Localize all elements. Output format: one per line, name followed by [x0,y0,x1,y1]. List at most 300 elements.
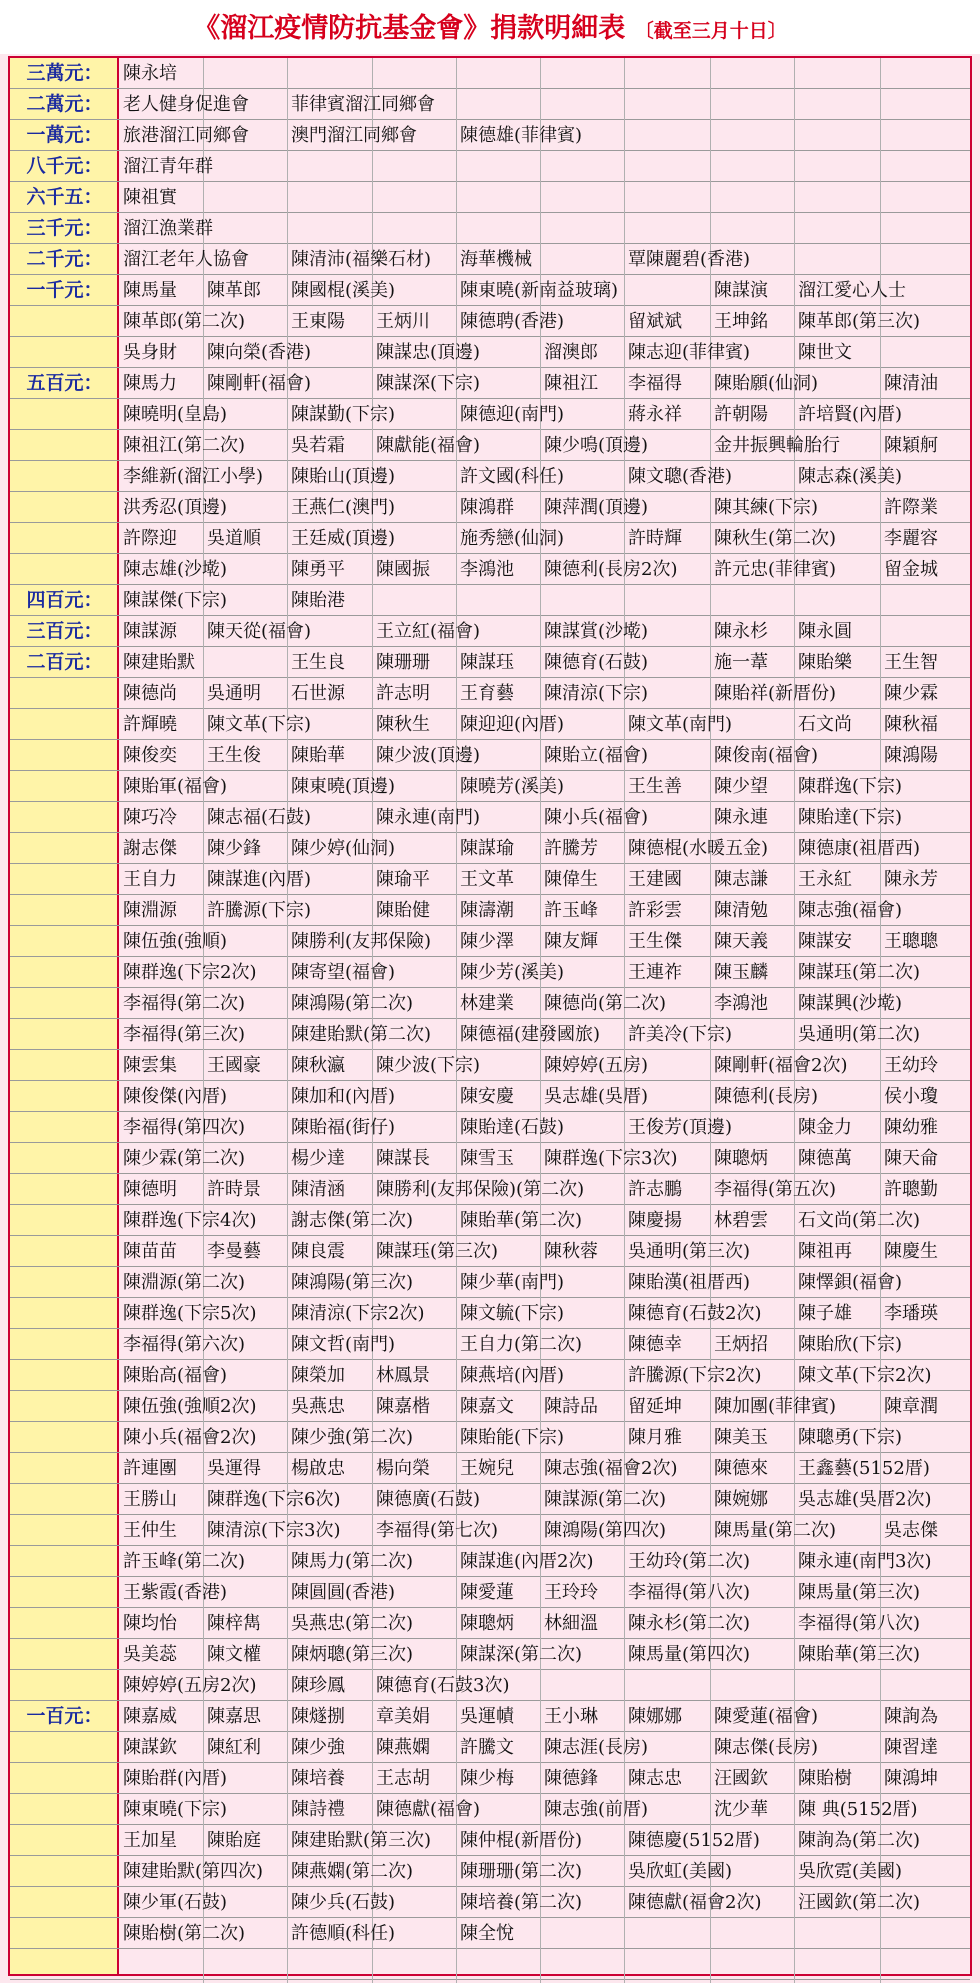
donor-name: 陳德來 [714,1458,768,1479]
table-row [10,461,970,492]
donor-name: 陳曉明(皇島) [123,404,228,425]
grid-line [540,182,541,213]
donor-name: 陳文哲(南門) [291,1334,396,1355]
donor-name: 吳美蕊 [123,1644,177,1665]
donor-name: 陳志涯(長房) [544,1737,649,1758]
donor-name: 吳運幘 [460,1706,514,1727]
donor-name: 陳圓圓(香港) [291,1582,396,1603]
donor-name: 陳謀源 [123,621,177,642]
donor-name: 陳德廣(石鼓) [376,1489,481,1510]
table-row [10,1391,970,1422]
donor-name: 陳雪玉 [460,1148,514,1169]
donor-name: 陳少鋒 [207,838,261,859]
donor-name: 陳少澤 [460,931,514,952]
grid-line [540,89,541,120]
donor-name: 陳謀傑(下宗) [123,590,228,611]
grid-line [624,1918,625,1949]
donor-name: 陳少霖(第二次) [123,1148,246,1169]
donor-name: 陳謀安 [798,931,852,952]
donor-name: 澳門溜江同鄉會 [291,125,417,146]
donor-name: 陳全悅 [460,1923,514,1944]
table-row [10,554,970,585]
donor-name: 陳秋瀛 [291,1055,345,1076]
grid-line [624,213,625,244]
donor-name: 陳清涵 [291,1179,345,1200]
amount-label [10,1732,119,1763]
table-row [10,337,970,368]
table-row [10,1918,970,1949]
donor-name: 陳紅利 [207,1737,261,1758]
donor-name: 王鑫藝(5152厝) [798,1458,930,1479]
donor-name: 陳國振 [376,559,430,580]
donor-name: 侯小瓊 [884,1086,938,1107]
donor-name: 李福得(第五次) [714,1179,837,1200]
donor-name: 陳貽樹(第二次) [123,1923,246,1944]
donor-name: 陳謀珏(第三次) [376,1241,499,1262]
donor-name: 留金城 [884,559,938,580]
grid-line [203,182,204,213]
donor-name: 陳馬力 [123,373,177,394]
table-row [10,802,970,833]
donor-name: 溜澳郎 [544,342,598,363]
donor-name: 吳通明(第二次) [798,1024,921,1045]
donor-name: 陳德育(石鼓3次) [376,1675,510,1696]
table-row [10,771,970,802]
donor-name: 汪國欽 [714,1768,768,1789]
amount-label: 一百元： [26,1705,103,1727]
donor-name: 陳清沛(福樂石材) [291,249,432,270]
donor-name: 陳德獻(福會2次) [628,1892,762,1913]
donor-name: 李福得(第七次) [376,1520,499,1541]
donor-name: 陳永培 [123,63,177,84]
donor-name: 王生傑 [628,931,682,952]
donor-name: 陳志福(石鼓) [207,807,312,828]
amount-label: 五百元： [26,372,103,394]
donor-name: 陳嘉威 [123,1706,177,1727]
donor-name: 吳運得 [207,1458,261,1479]
grid-line [624,89,625,120]
table-row [10,1081,970,1112]
grid-line [794,182,795,213]
donor-name: 陳慶揚 [628,1210,682,1231]
donor-name: 吳通明(第三次) [628,1241,751,1262]
donor-name: 李福得(第四次) [123,1117,246,1138]
donor-name: 陳謀深(第二次) [460,1644,583,1665]
donor-name: 許聰勤 [884,1179,938,1200]
donor-name: 吳通明 [207,683,261,704]
table-row [10,709,970,740]
table-row [10,1267,970,1298]
donor-name: 許朝陽 [714,404,768,425]
donor-name: 陳聰勇(下宗) [798,1427,903,1448]
donor-name: 許騰源(下宗2次) [628,1365,762,1386]
donor-name: 陳永連 [714,807,768,828]
donor-name: 許時景 [207,1179,261,1200]
donor-name: 李福得 [628,373,682,394]
donor-name: 陳德利(長房2次) [544,559,678,580]
donor-name: 覃陳麗碧(香港) [628,249,751,270]
table-row [10,926,970,957]
amount-label [10,1298,119,1329]
grid-line [794,244,795,275]
donor-name: 陳志雄(沙墘) [123,559,228,580]
donor-name: 陳群逸(下宗) [798,776,903,797]
grid-line [794,58,795,89]
grid-line [880,616,881,647]
donor-name: 許元忠(菲律賓) [714,559,837,580]
title-bar [0,0,980,54]
grid-line [624,58,625,89]
donor-name: 陳子雄 [798,1303,852,1324]
donor-name: 留延坤 [628,1396,682,1417]
donor-name: 李維新(溜江小學) [123,466,264,487]
amount-label [10,1143,119,1174]
donor-name: 李璠瑛 [884,1303,938,1324]
amount-label [10,895,119,926]
donor-name: 陳永連(南門3次) [798,1551,932,1572]
donor-name: 陳東曉(新南益玻璃) [460,280,619,301]
donor-name: 陳榮加 [291,1365,345,1386]
donor-name: 許連團 [123,1458,177,1479]
donor-name: 陳詢為(第二次) [798,1830,921,1851]
grid-line [880,182,881,213]
amount-label [10,1856,119,1887]
donor-name: 陳群逸(下宗3次) [544,1148,678,1169]
donor-name: 陳貽華(第二次) [460,1210,583,1231]
grid-line [880,585,881,616]
donor-name: 林鳳景 [376,1365,430,1386]
grid-line [710,151,711,182]
donor-name: 陳愛蓮 [460,1582,514,1603]
donor-name: 陳小兵(福會) [544,807,649,828]
donor-name: 陳天義 [714,931,768,952]
donor-name: 陳群逸(下宗4次) [123,1210,257,1231]
amount-label [10,1050,119,1081]
amount-label [10,399,119,430]
donor-name: 陳婷婷(五房) [544,1055,649,1076]
grid-line [372,182,373,213]
donor-name: 陳群逸(下宗5次) [123,1303,257,1324]
donor-name: 許騰文 [460,1737,514,1758]
donor-name: 王東陽 [291,311,345,332]
table-row [10,1329,970,1360]
donor-name: 楊啟忠 [291,1458,345,1479]
table-row [10,1608,970,1639]
grid-line [794,89,795,120]
grid-line [710,1670,711,1701]
donor-name: 陳志強(前厝) [544,1799,649,1820]
donor-name: 陳俊奕 [123,745,177,766]
donor-name: 陳友輝 [544,931,598,952]
grid-line [880,1949,881,1980]
grid-line [540,1949,541,1980]
table-row [10,1949,970,1980]
grid-line [540,1918,541,1949]
donor-name: 陳濤潮 [460,900,514,921]
donor-name: 菲律賓溜江同鄉會 [291,94,435,115]
donor-name: 陳德獻(福會) [376,1799,481,1820]
grid-line [287,58,288,89]
amount-label: 一萬元： [26,124,103,146]
donor-name: 陳獻能(福會) [376,435,481,456]
donor-name: 陳 典(5152厝) [798,1799,918,1820]
donor-name: 許志明 [376,683,430,704]
donor-name: 王紫霞(香港) [123,1582,228,1603]
donor-name: 陳聰炳 [460,1613,514,1634]
donor-name: 陳德尚 [123,683,177,704]
donor-name: 許騰芳 [544,838,598,859]
amount-label [10,1670,119,1701]
grid-line [456,213,457,244]
donor-name: 陳貽福(街仔) [291,1117,396,1138]
donor-name: 陳鴻陽(第三次) [291,1272,414,1293]
table-row [10,1515,970,1546]
donor-name: 陳謀珏 [460,652,514,673]
donor-name: 老人健身促進會 [123,94,249,115]
table-row [10,1112,970,1143]
donor-name: 洪秀忍(頂邊) [123,497,228,518]
amount-label [10,1515,119,1546]
donor-name: 陳群逸(下宗2次) [123,962,257,983]
donor-name: 陳祖江(第二次) [123,435,246,456]
donor-name: 吳燕忠 [291,1396,345,1417]
donor-name: 陳貽庭 [207,1830,261,1851]
donor-name: 陳鴻陽(第四次) [544,1520,667,1541]
table-row [10,1298,970,1329]
table-row [10,120,970,151]
title-date-range: 〔截至三月十日〕 [634,20,787,42]
amount-label [10,802,119,833]
donor-name: 林碧雲 [714,1210,768,1231]
grid-line [540,585,541,616]
donor-name: 陳德鋒 [544,1768,598,1789]
donor-name: 陳鴻群 [460,497,514,518]
donor-name: 陳貽達(石鼓) [460,1117,565,1138]
donor-name: 王育藝 [460,683,514,704]
donor-name: 陳志謙 [714,869,768,890]
donor-name: 陳貽欣(下宗) [798,1334,903,1355]
donor-name: 陳德利(長房) [714,1086,819,1107]
grid-line [372,213,373,244]
donor-name: 陳謀勤(下宗) [291,404,396,425]
donor-name: 陳小兵(福會2次) [123,1427,257,1448]
donor-name: 陳少強(第二次) [291,1427,414,1448]
donor-name: 吳欣霓(美國) [798,1861,903,1882]
amount-label [10,1887,119,1918]
table-row [10,1701,970,1732]
donor-name: 陳伍強(強順2次) [123,1396,257,1417]
table-row [10,1360,970,1391]
donor-name: 陳詢為 [884,1706,938,1727]
grid-line [624,182,625,213]
donor-name: 陳貽樹 [798,1768,852,1789]
grid-line [372,58,373,89]
donor-name: 陳少兵(石鼓) [291,1892,396,1913]
donor-name: 陳東曉(下宗) [123,1799,228,1820]
donor-name: 陳俊南(福會) [714,745,819,766]
grid-line [203,647,204,678]
grid-line [710,213,711,244]
donor-name: 陳德慶(5152厝) [628,1830,760,1851]
amount-label [10,1484,119,1515]
amount-label [10,1763,119,1794]
donor-name: 陳嘉文 [460,1396,514,1417]
amount-label [10,1112,119,1143]
table-row [10,430,970,461]
donor-name: 陳少軍(石鼓) [123,1892,228,1913]
donor-name: 陳珍鳳 [291,1675,345,1696]
amount-label [10,337,119,368]
donor-name: 陳祖實 [123,187,177,208]
amount-label [10,430,119,461]
table-row [10,864,970,895]
amount-label [10,1794,119,1825]
donor-name: 陳其練(下宗) [714,497,819,518]
table-row [10,1577,970,1608]
table-row [10,1174,970,1205]
amount-label [10,1081,119,1112]
donor-name: 吳志雄(吳厝2次) [798,1489,932,1510]
donor-name: 陳德尚(第二次) [544,993,667,1014]
amount-label [10,1422,119,1453]
donor-name: 陳鴻坤 [884,1768,938,1789]
donor-name: 陳文聰(香港) [628,466,733,487]
donor-name: 許時輝 [628,528,682,549]
donor-name: 陳愛蓮(福會) [714,1706,819,1727]
donor-name: 陳志強(福會) [798,900,903,921]
donor-name: 陳珊珊(第二次) [460,1861,583,1882]
donor-name: 陳革郎(第二次) [123,311,246,332]
donor-name: 陳謀忠(頂邊) [376,342,481,363]
donor-name: 王國豪 [207,1055,261,1076]
table-row [10,523,970,554]
donor-name: 林細溫 [544,1613,598,1634]
donor-name: 陳馬量 [123,280,177,301]
donor-name: 王志胡 [376,1768,430,1789]
donor-name: 陳勝利(友邦保險)(第二次) [376,1179,585,1200]
donor-name: 陳瑜平 [376,869,430,890]
donor-name: 施一葦 [714,652,768,673]
donor-name: 陳章潤 [884,1396,938,1417]
donor-name: 陳德萬 [798,1148,852,1169]
donor-name: 陳志傑(長房) [714,1737,819,1758]
amount-label [10,1546,119,1577]
donor-name: 陳少華(南門) [460,1272,565,1293]
page-title [0,6,980,45]
amount-label [10,1205,119,1236]
donor-name: 陳建貽默(第三次) [291,1830,432,1851]
donor-name: 陳少強 [291,1737,345,1758]
amount-label [10,1019,119,1050]
donor-name: 陳勇平 [291,559,345,580]
donor-name: 陳德雄(菲律賓) [460,125,583,146]
donor-name: 陳梓雋 [207,1613,261,1634]
donor-name: 金井振興輪胎行 [714,435,840,456]
donor-name: 陳勝利(友邦保險) [291,931,432,952]
grid-line [456,151,457,182]
grid-line [710,89,711,120]
amount-label [10,492,119,523]
donor-name: 陳淵源 [123,900,177,921]
donor-name: 許志鵬 [628,1179,682,1200]
grid-line [456,1949,457,1980]
grid-line [710,1949,711,1980]
donor-name: 王文革 [460,869,514,890]
donor-name: 陳文權 [207,1644,261,1665]
grid-line [794,1949,795,1980]
donor-name: 陳炳聰(第三次) [291,1644,414,1665]
donor-name: 陳燕培(內厝) [460,1365,565,1386]
donor-name: 陳文毓(下宗) [460,1303,565,1324]
amount-label: 二萬元： [26,93,103,115]
donor-name: 王幼玲(第二次) [628,1551,751,1572]
donor-name: 陳慶生 [884,1241,938,1262]
donor-name: 汪國欽(第二次) [798,1892,921,1913]
donor-name: 吳身財 [123,342,177,363]
donor-name: 陳革郎 [207,280,261,301]
donor-name: 陳婉娜 [714,1489,768,1510]
amount-label [10,554,119,585]
donor-name: 陳娜娜 [628,1706,682,1727]
donor-name: 王勝山 [123,1489,177,1510]
amount-label [10,1236,119,1267]
amount-label: 四百元： [26,589,103,611]
donor-name: 林建業 [460,993,514,1014]
donor-name: 陳建貽默 [123,652,195,673]
table-row [10,275,970,306]
donor-name: 謝志傑(第二次) [291,1210,414,1231]
donor-name: 陳文革(南門) [628,714,733,735]
donor-name: 陳貽華(第三次) [798,1644,921,1665]
donor-name: 陳永杉 [714,621,768,642]
donor-name: 王生善 [628,776,682,797]
donor-name: 許騰源(下宗) [207,900,312,921]
grid-line [710,58,711,89]
donor-name: 陳秋福 [884,714,938,735]
donor-name: 王生俊 [207,745,261,766]
table-row [10,1453,970,1484]
donor-name: 李福得(第六次) [123,1334,246,1355]
grid-line [880,1918,881,1949]
donor-name: 王俊芳(頂邊) [628,1117,733,1138]
donor-name: 陳謀深(下宗) [376,373,481,394]
grid-line [880,120,881,151]
donor-name: 許玉峰 [544,900,598,921]
donor-name: 謝志傑 [123,838,177,859]
donor-name: 吳志雄(吳厝) [544,1086,649,1107]
grid-line [880,213,881,244]
donor-name: 楊少達 [291,1148,345,1169]
donor-name: 石文尚 [798,714,852,735]
table-row [10,213,970,244]
donor-name: 陳馬量(第三次) [798,1582,921,1603]
donor-name: 陳貽港 [291,590,345,611]
donor-name: 李福得(第二次) [123,993,246,1014]
donor-name: 陳貽樂 [798,652,852,673]
donor-name: 王建國 [628,869,682,890]
donor-name: 陳培養(第二次) [460,1892,583,1913]
donor-name: 陳燕嫻(第二次) [291,1861,414,1882]
table-row [10,1205,970,1236]
donor-name: 陳革郎(第三次) [798,311,921,332]
amount-label [10,957,119,988]
donor-name: 陳良震 [291,1241,345,1262]
donor-name: 許彩雲 [628,900,682,921]
donor-name: 李福得(第八次) [798,1613,921,1634]
donor-name: 陳少霖 [884,683,938,704]
donor-name: 石文尚(第二次) [798,1210,921,1231]
donor-name: 陳貽健 [376,900,430,921]
